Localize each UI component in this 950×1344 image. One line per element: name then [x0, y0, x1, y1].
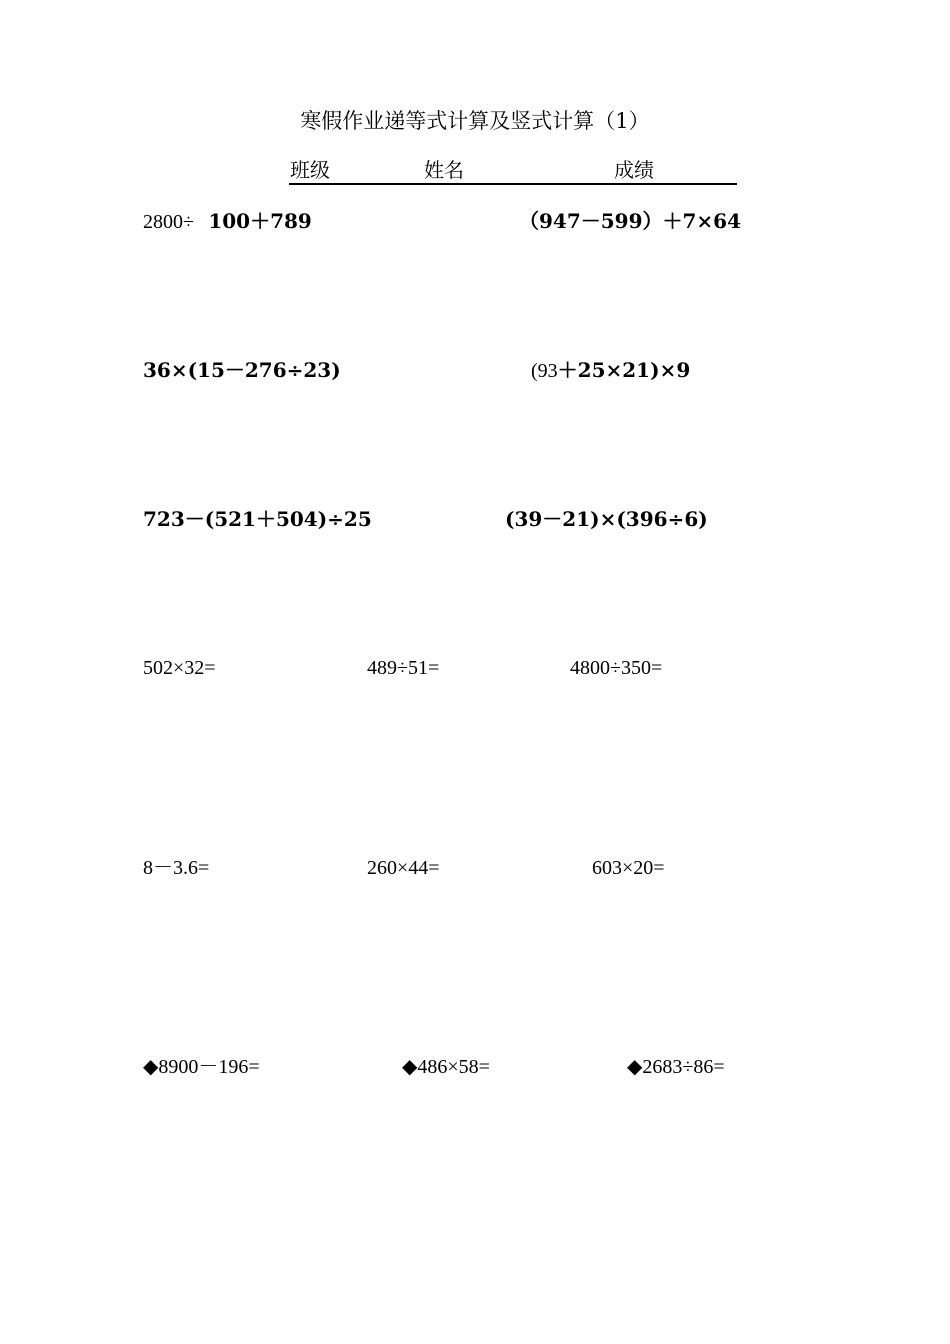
problem-4-part-a: (93 — [531, 360, 558, 382]
problem-1 — [143, 208, 312, 235]
problem-6: (39－21)×(396÷6) — [505, 507, 708, 531]
header-underline — [289, 183, 737, 185]
problem-8: 489÷51= — [367, 657, 440, 679]
problem-2: （947－599）＋7×64 — [519, 209, 742, 233]
class-label: 班级 — [290, 158, 330, 182]
problem-9: 4800÷350= — [570, 657, 663, 679]
score-label: 成绩 — [614, 158, 654, 182]
problem-1-part-b: 100＋789 — [208, 209, 312, 233]
problem-3: 36×(15－276÷23) — [143, 358, 341, 382]
name-label: 姓名 — [424, 158, 464, 182]
problem-12: 603×20= — [592, 857, 665, 879]
problem-14: ◆486×58= — [402, 1056, 490, 1078]
problem-1-part-a: 2800÷ — [143, 211, 194, 233]
problem-11: 260×44= — [367, 857, 440, 879]
problem-13: ◆8900－196= — [143, 1056, 260, 1078]
problem-10: 8－3.6= — [143, 857, 210, 879]
problem-5: 723－(521＋504)÷25 — [143, 507, 372, 531]
problem-4-part-b: ＋25×21)×9 — [557, 358, 691, 382]
problem-15: ◆2683÷86= — [627, 1056, 725, 1078]
problem-7: 502×32= — [143, 657, 216, 679]
worksheet-title: 寒假作业递等式计算及竖式计算（1） — [300, 109, 650, 133]
problem-4 — [531, 357, 690, 384]
